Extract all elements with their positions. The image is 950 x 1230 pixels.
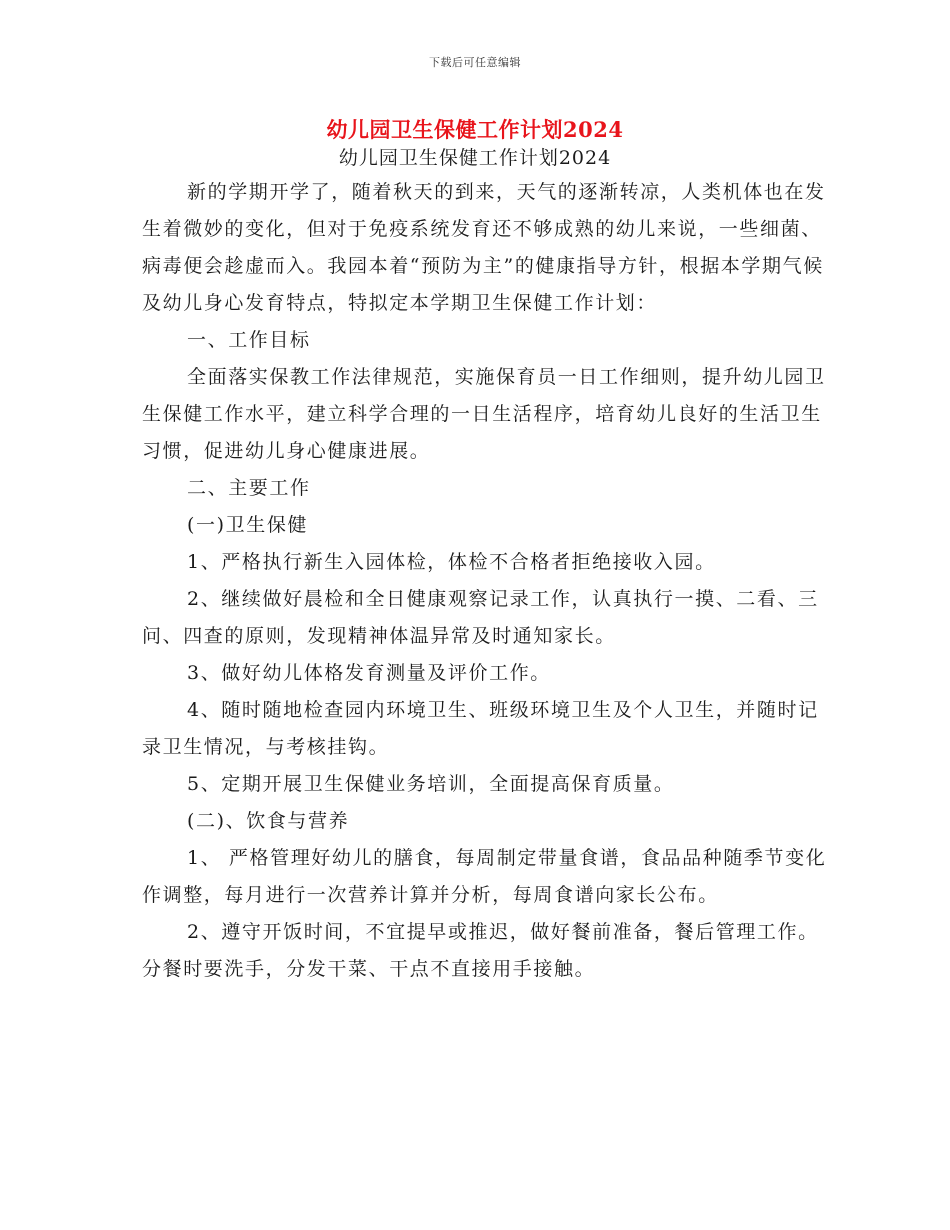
hygiene-item-3: 3、做好幼儿体格发育测量及评价工作。 bbox=[187, 662, 551, 684]
intro-paragraph: 新的学期开学了，随着秋天的到来，天气的逐渐转凉，人类机体也在发生着微妙的变化，但对于免疫系统发育还不够成熟的幼儿来说，一些细菌、病毒便会趁虚而入。我园本着“预防为主”的健康指导方针，根据本学期气候及幼儿身心发育特点，特拟定本学期卫生保健工作计划： bbox=[142, 181, 826, 314]
document-subtitle: 幼儿园卫生保健工作计划2024 bbox=[338, 147, 612, 169]
subsection-heading-diet: (二)、饮食与营养 bbox=[187, 810, 350, 832]
section-heading-main-work: 二、主要工作 bbox=[187, 477, 311, 499]
section-heading-goals: 一、工作目标 bbox=[187, 329, 311, 351]
hygiene-item-4: 4、随时随地检查园内环境卫生、班级环境卫生及个人卫生，并随时记录卫生情况，与考核挂钩。 bbox=[142, 699, 819, 758]
diet-item-1: 1、 严格管理好幼儿的膳食，每周制定带量食谱，食品品种随季节变化作调整，每月进行一次营养计算并分析，每周食谱向家长公布。 bbox=[142, 847, 827, 906]
subsection-heading-hygiene: (一)卫生保健 bbox=[187, 514, 309, 536]
document-title: 幼儿园卫生保健工作计划2024 bbox=[326, 117, 624, 142]
document-body bbox=[142, 174, 832, 988]
hygiene-item-2: 2、继续做好晨检和全日健康观察记录工作，认真执行一摸、二看、三问、四查的原则，发现精神体温异常及时通知家长。 bbox=[142, 588, 819, 647]
goals-paragraph: 全面落实保教工作法律规范，实施保育员一日工作细则，提升幼儿园卫生保健工作水平，建立科学合理的一日生活程序，培育幼儿良好的生活卫生习惯，促进幼儿身心健康进展。 bbox=[142, 366, 826, 462]
hygiene-item-1: 1、严格执行新生入园体检，体检不合格者拒绝接收入园。 bbox=[187, 551, 716, 573]
header-note: 下载后可任意编辑 bbox=[429, 56, 521, 69]
diet-item-2: 2、遵守开饭时间，不宜提早或推迟，做好餐前准备，餐后管理工作。分餐时要洗手，分发干菜、干点不直接用手接触。 bbox=[142, 921, 819, 980]
hygiene-item-5: 5、定期开展卫生保健业务培训，全面提高保育质量。 bbox=[187, 773, 675, 795]
